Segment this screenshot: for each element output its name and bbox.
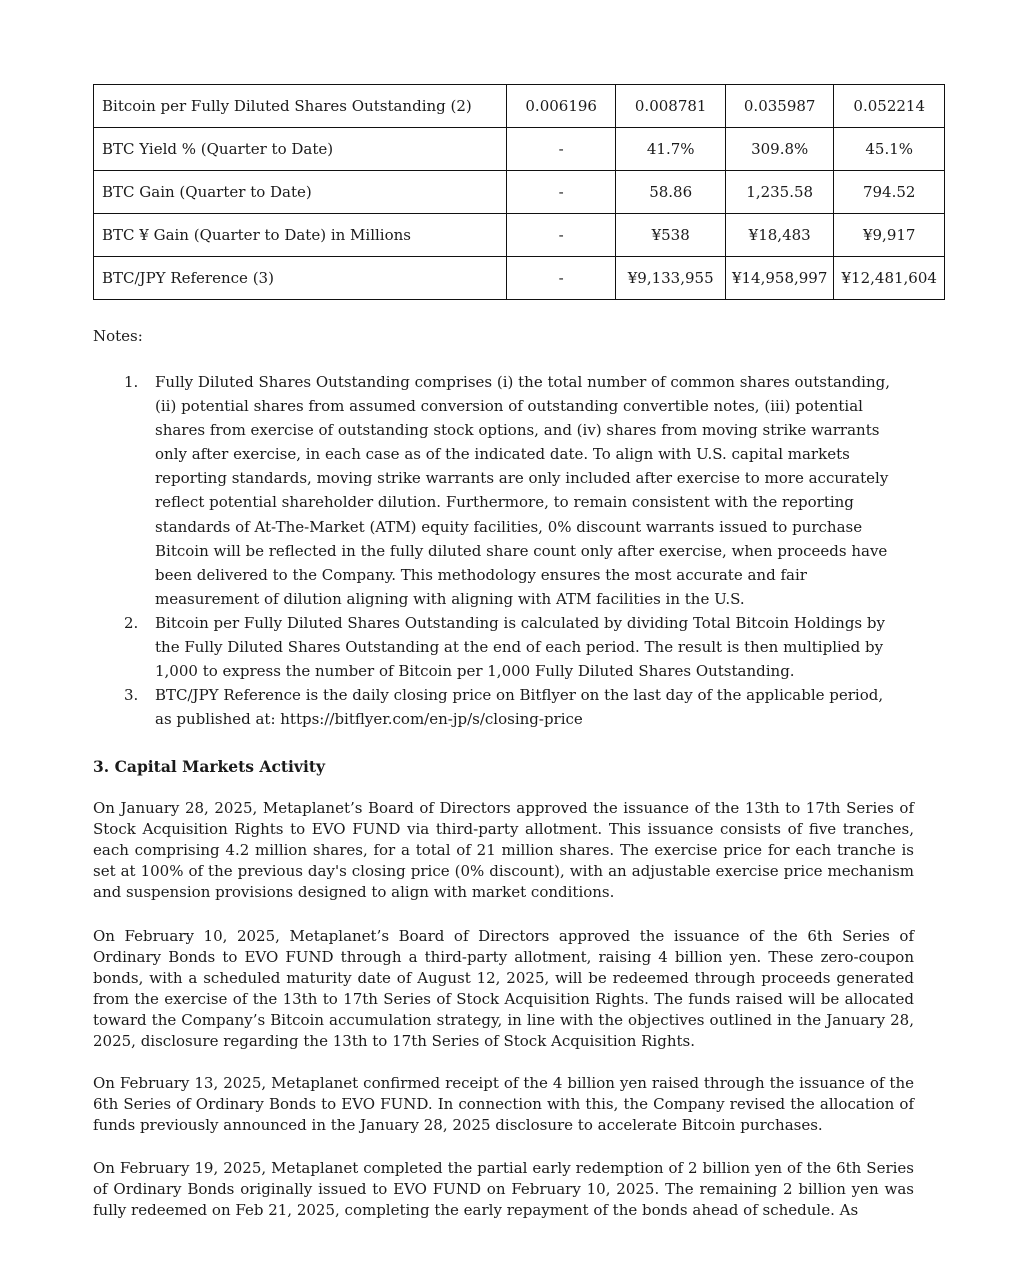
row-label: Bitcoin per Fully Diluted Shares Outstanding (2) (94, 85, 507, 128)
table-cell: 1,235.58 (725, 171, 834, 214)
row-label: BTC ¥ Gain (Quarter to Date) in Millions (94, 214, 507, 257)
table-row (94, 257, 945, 300)
table-cell: ¥9,133,955 (616, 257, 726, 300)
table-cell: ¥14,958,997 (725, 257, 834, 300)
note-text: BTC/JPY Reference is the daily closing price on Bitflyer on the last day of the applicable period, as published at: https://bitflyer.com/en-jp/s/closing-price (155, 686, 884, 729)
table-row (94, 128, 945, 171)
table-cell: - (506, 257, 616, 300)
table-cell: ¥538 (616, 214, 726, 257)
list-item (120, 370, 900, 611)
paragraph: On February 13, 2025, Metaplanet confirmed receipt of the 4 billion yen raised through the issuance of the 6th Series of Ordinary Bonds to EVO FUND. In connection with this, the Company revised the allocation of funds previously announced in the January 28, 2025 disclosure to accelerate Bitcoin purchases. (93, 1074, 914, 1134)
table-row (94, 85, 945, 128)
table-cell: - (506, 171, 616, 214)
table-row (94, 214, 945, 257)
notes-heading: Notes: (93, 327, 143, 345)
table-cell: 0.052214 (834, 85, 945, 128)
notes-list (120, 370, 900, 731)
note-text: Fully Diluted Shares Outstanding comprises (i) the total number of common shares outstanding, (ii) potential shares from assumed conversion of outstanding convertible notes, (iii) potential shares from exercise of outstanding stock options, and (iv) shares from moving strike warrants only after exercise, in each case as of the indicated date. To align with U.S. capital markets reporting standards, moving strike warrants are only included after exercise to more accurately reflect potential shareholder dilution. Furthermore, to remain consistent with the reporting standards of At-The-Market (ATM) equity facilities, 0% discount warrants issued to purchase Bitcoin will be reflected in the fully diluted share count only after exercise, when proceeds have been delivered to the Company. This methodology ensures the most accurate and fair measurement of dilution aligning with aligning with ATM facilities in the U.S. (155, 373, 891, 608)
list-item (120, 683, 900, 731)
list-item (120, 611, 900, 683)
list-number: 2. (124, 613, 139, 632)
paragraph: On February 10, 2025, Metaplanet’s Board of Directors approved the issuance of the 6th Series of Ordinary Bonds to EVO FUND through a third-party allotment, raising 4 billion yen. These zero-coupon bonds, with a scheduled maturity date of August 12, 2025, will be redeemed through proceeds generated from the exercise of the 13th to 17th Series of Stock Acquisition Rights. The funds raised will be allocated toward the Company’s Bitcoin accumulation strategy, in line with the objectives outlined in the January 28, 2025, disclosure regarding the 13th to 17th Series of Stock Acquisition Rights. (93, 927, 914, 1050)
table-row (94, 171, 945, 214)
list-number: 3. (124, 686, 139, 705)
table-cell: ¥12,481,604 (834, 257, 945, 300)
table-cell: - (506, 128, 616, 171)
metrics-table (93, 84, 945, 300)
table-cell: - (506, 214, 616, 257)
table-cell: 0.035987 (725, 85, 834, 128)
table-cell: 309.8% (725, 128, 834, 171)
table-cell: ¥18,483 (725, 214, 834, 257)
table-cell: 41.7% (616, 128, 726, 171)
section-heading: 3. Capital Markets Activity (93, 757, 325, 776)
note-text: Bitcoin per Fully Diluted Shares Outstanding is calculated by dividing Total Bitcoin Holdings by the Fully Diluted Shares Outstanding at the end of each period. The result is then multiplied by 1,000 to express the number of Bitcoin per 1,000 Fully Diluted Shares Outstanding. (155, 613, 885, 681)
paragraph: On January 28, 2025, Metaplanet’s Board of Directors approved the issuance of the 13th to 17th Series of Stock Acquisition Rights to EVO FUND via third-party allotment. This issuance consists of five tranches, each comprising 4.2 million shares, for a total of 21 million shares. The exercise price for each tranche is set at 100% of the previous day's closing price (0% discount), with an adjustable exercise price mechanism and suspension provisions designed to align with market conditions. (93, 799, 914, 901)
table-cell: 0.006196 (506, 85, 616, 128)
row-label: BTC Gain (Quarter to Date) (94, 171, 507, 214)
list-number: 1. (124, 373, 139, 391)
table-cell: 0.008781 (616, 85, 726, 128)
row-label: BTC Yield % (Quarter to Date) (94, 128, 507, 171)
paragraph: On February 19, 2025, Metaplanet completed the partial early redemption of 2 billion yen of the 6th Series of Ordinary Bonds originally issued to EVO FUND on February 10, 2025. The remaining 2 billion yen was fully redeemed on Feb 21, 2025, completing the early repayment of the bonds ahead of schedule. As (93, 1159, 914, 1219)
table-cell: 794.52 (834, 171, 945, 214)
table-cell: ¥9,917 (834, 214, 945, 257)
table-cell: 45.1% (834, 128, 945, 171)
row-label: BTC/JPY Reference (3) (94, 257, 507, 300)
table-cell: 58.86 (616, 171, 726, 214)
